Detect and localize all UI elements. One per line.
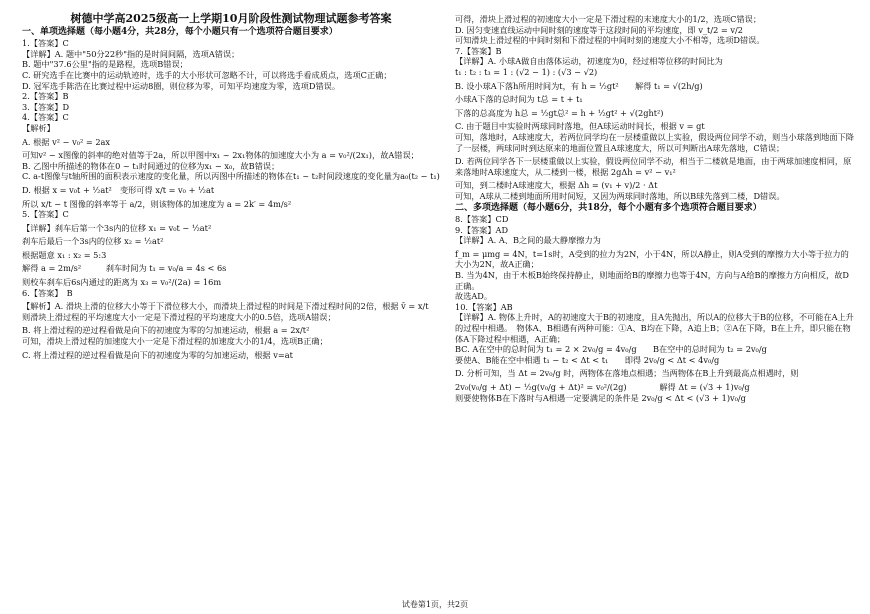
answer-line: 刹车后最后一个3s内的位移 x₂ = ½at² [22, 236, 164, 247]
answer-line: 可知v² − x图像的斜率的绝对值等于2a，所以甲图中x₁ ~ 2x₁物体的加速度大小为 a = v₀²/(2x₁)，故A错误； [22, 150, 419, 161]
answer-line: 小球A下落的总时间为 t总 = t + t₁ [455, 94, 583, 105]
page-footer: 试卷第1页，共2页 [401, 600, 469, 609]
right-answer-lines-part1 [455, 14, 855, 202]
answer-line: B. 乙图中所描述的物体在0 ~ t₁时间通过的位移为x₁ − x₀，故B错误； [22, 160, 280, 171]
answer-line: BC. A在空中的总时间为 t₁ = 2 × 2v₀/g = 4v₀/g B在空中的总时间为 t₂ = 2v₀/g [455, 344, 767, 355]
answer-line: A. 根据 v² − v₀² = 2ax [22, 136, 111, 147]
answer-line: 可知，到二楼时A球速度大，根据 Δh = (v₁ + v)/2 · Δt [455, 180, 658, 191]
answer-line: f_m = μmg = 4N，t=1s时，A受到的拉力为2N，小于4N，所以A静止，则A受到的摩擦力大小等于拉力的大小为2N，故A正确； [455, 248, 849, 270]
answer-line: D. 因匀变速直线运动中间时刻的速度等于这段时间的平均速度，即 v_t/2 = v/2 [455, 24, 743, 35]
answer-line: 可知，滑块上滑过程的加速度大小一定是下滑过程的加速度大小的1/4，选项B正确； [22, 336, 328, 347]
answer-line: 根据题意 x₁ : x₂ = 5:3 [22, 249, 107, 260]
answer-line: B. 将上滑过程的逆过程看做是向下的初速度为零的匀加速运动，根据 a = 2x/t² [22, 325, 310, 336]
answer-line: 【详解】刹车后第一个3s内的位移 x₁ = v₀t − ½at² [22, 222, 212, 233]
answer-line: B. 当为4N，由于木板B始终保持静止，则地面给B的摩擦力也等于4N，方向与A给B的摩擦力方向相反，故D正确。 [455, 270, 849, 291]
answer-line: t₁ : t₂ : t₃ = 1 : (√2 − 1) : (√3 − √2) [455, 66, 598, 77]
answer-line: D. 分析可知，当 Δt = 2v₀/g 时，两物体在落地点相遇；当两物体在B上升到最高点相遇时，则 [455, 368, 799, 379]
answer-line: D. 根据 x = v₀t + ½at² 变形可得 x/t = v₀ + ½at [22, 184, 215, 195]
left-column [22, 14, 440, 360]
answer-line: B. 题中"37.6公里"指的是路程，选项B错误； [22, 59, 188, 70]
answer-line: 【详解】A. A、B之间的最大静摩擦力为 [455, 235, 601, 246]
answer-line: 9.【答案】AD [455, 224, 509, 235]
right-answer-lines-part2 [455, 214, 855, 403]
page-title: 树德中学高2025级高一上学期10月阶段性测试物理试题参考答案 [70, 12, 392, 25]
answer-line: 可知滑块上滑过程的中间时刻和下滑过程的中间时刻的速度大小不相等，选项D错误。 [455, 35, 765, 46]
answer-line: 【解析】 [22, 122, 55, 133]
answer-line: C. 由于题目中实验时两球同时落地，但A球运动时间长，根据 v = gt [455, 121, 705, 132]
answer-line: 可知，A球从二楼到地面所用时间短，又因为两球同时落地，所以B球先落到二楼，D错误。 [455, 190, 785, 201]
answer-line: C. 研究选手在比赛中的运动轨迹时，选手的大小形状可忽略不计，可以将选手看成质点，选项C正确； [22, 69, 392, 80]
answer-line: D. 若两位同学各下一层楼重做以上实验，假设两位同学不动，相当于二楼就是地面，由于两球加速度相同，原来落地时A球速度大，从二楼到一楼，根据 2gΔh = v² − v₁² [455, 156, 852, 177]
answer-line: 故选AD。 [455, 291, 493, 302]
answer-line: 8.【答案】CD [455, 214, 509, 225]
answer-line: 2v₀(v₀/g + Δt) − ½g(v₀/g + Δt)² = v₀²/(2g) 解得 Δt = (√3 + 1)v₀/g [455, 382, 750, 392]
answer-line: 则要使物体B在下落时与A相遇一定要满足的条件是 2v₀/g < Δt < (√3 + 1)v₀/g [455, 392, 746, 403]
answer-line: 2.【答案】B [22, 91, 69, 102]
answer-line: 下落的总高度为 h总 = ½gt总² = h + ½gt² + √(2ght²) [455, 107, 664, 118]
answer-line: 【解析】A. 滑块上滑的位移大小等于下滑位移大小，而滑块上滑过程的时间是下滑过程时间的2倍，根据 v̄ = x/t [22, 301, 429, 312]
answer-line: 【详解】A. 题中"50分22秒"指的是时间间隔，选项A错误； [22, 48, 240, 59]
answer-line: 1.【答案】C [22, 38, 69, 49]
section-heading-single-choice: 一、单项选择题（每小题4分，共28分，每个小题只有一个选项符合题目要求） [22, 26, 338, 37]
answer-line: 可得，滑块上滑过程的初速度大小一定是下滑过程的末速度大小的1/2，选项C错误； [455, 14, 762, 24]
answer-line: 【详解】A. 小球A做自由落体运动，初速度为0，经过相等位移的时间比为 [455, 56, 723, 67]
answer-line: 所以 x/t − t 图像的斜率等于 a/2，则该物体的加速度为 a = 2k′ = 4m/s² [22, 198, 292, 209]
right-column [455, 14, 855, 403]
answer-line: 可知，落地时，A球速度大，若两位同学均在一层楼重做以上实验，假设两位同学不动，则当小球落到地面下降了一层楼，两球同时到达原来的地面位置且A球速度大，所以可判断出A球先落地，C错误； [455, 131, 854, 153]
answer-line: C. a-t图像与t轴所围的面积表示速度的变化量，所以丙图中所描述的物体在t₁ ~ t₂时间段速度的变化量为a₀(t₂ − t₁) [22, 171, 440, 182]
answer-line: 5.【答案】C [22, 209, 69, 220]
answer-line: 要使A、B能在空中相遇 t₁ − t₂ < Δt < t₁ 即得 2v₀/g < Δt < 4v₀/g [455, 354, 720, 365]
answer-line: 3.【答案】D [22, 101, 70, 112]
answer-line: 4.【答案】C [22, 112, 69, 123]
answer-line: 解得 a = 2m/s² 刹车时间为 t₁ = v₀/a = 4s < 6s [22, 263, 227, 274]
answer-line: D. 冠军选手陈浩在比赛过程中运动8圈，则位移为零，可知平均速度为零，选项D错误。 [22, 80, 341, 91]
answer-line: C. 将上滑过程的逆过程看做是向下的初速度为零的匀加速运动，根据 v=at [22, 349, 293, 360]
answer-line: 7.【答案】B [455, 45, 502, 56]
answer-line: 6.【答案】 B [22, 287, 73, 298]
left-answer-lines [22, 38, 440, 360]
section-heading-multi-choice: 二、多项选择题（每小题6分，共18分，每个小题有多个选项符合题目要求） [455, 202, 762, 213]
answer-line: 10.【答案】AB [455, 301, 513, 312]
answer-line: 【详解】A. 物体上升时，A的初速度大于B的初速度，且A先抛出，所以A的位移大于B的位移，不可能在A上升的过程中相遇。 物体A、B相遇有两种可能：①A、B均在下降，A追上B；②A在下降，B在上升，即只能在物体A下降过程中相遇，A正确； [455, 312, 854, 344]
answer-line: 则滑块上滑过程的平均速度大小一定是下滑过程的平均速度大小的0.5倍，选项A错误； [22, 311, 336, 322]
answer-line: B. 设小球A下落h所用时间为t，有 h = ½gt² 解得 t₁ = √(2h/g) [455, 80, 703, 91]
answer-line: 则校车刹车后6s内通过的距离为 x₃ = v₀²/(2a) = 16m [22, 277, 222, 288]
